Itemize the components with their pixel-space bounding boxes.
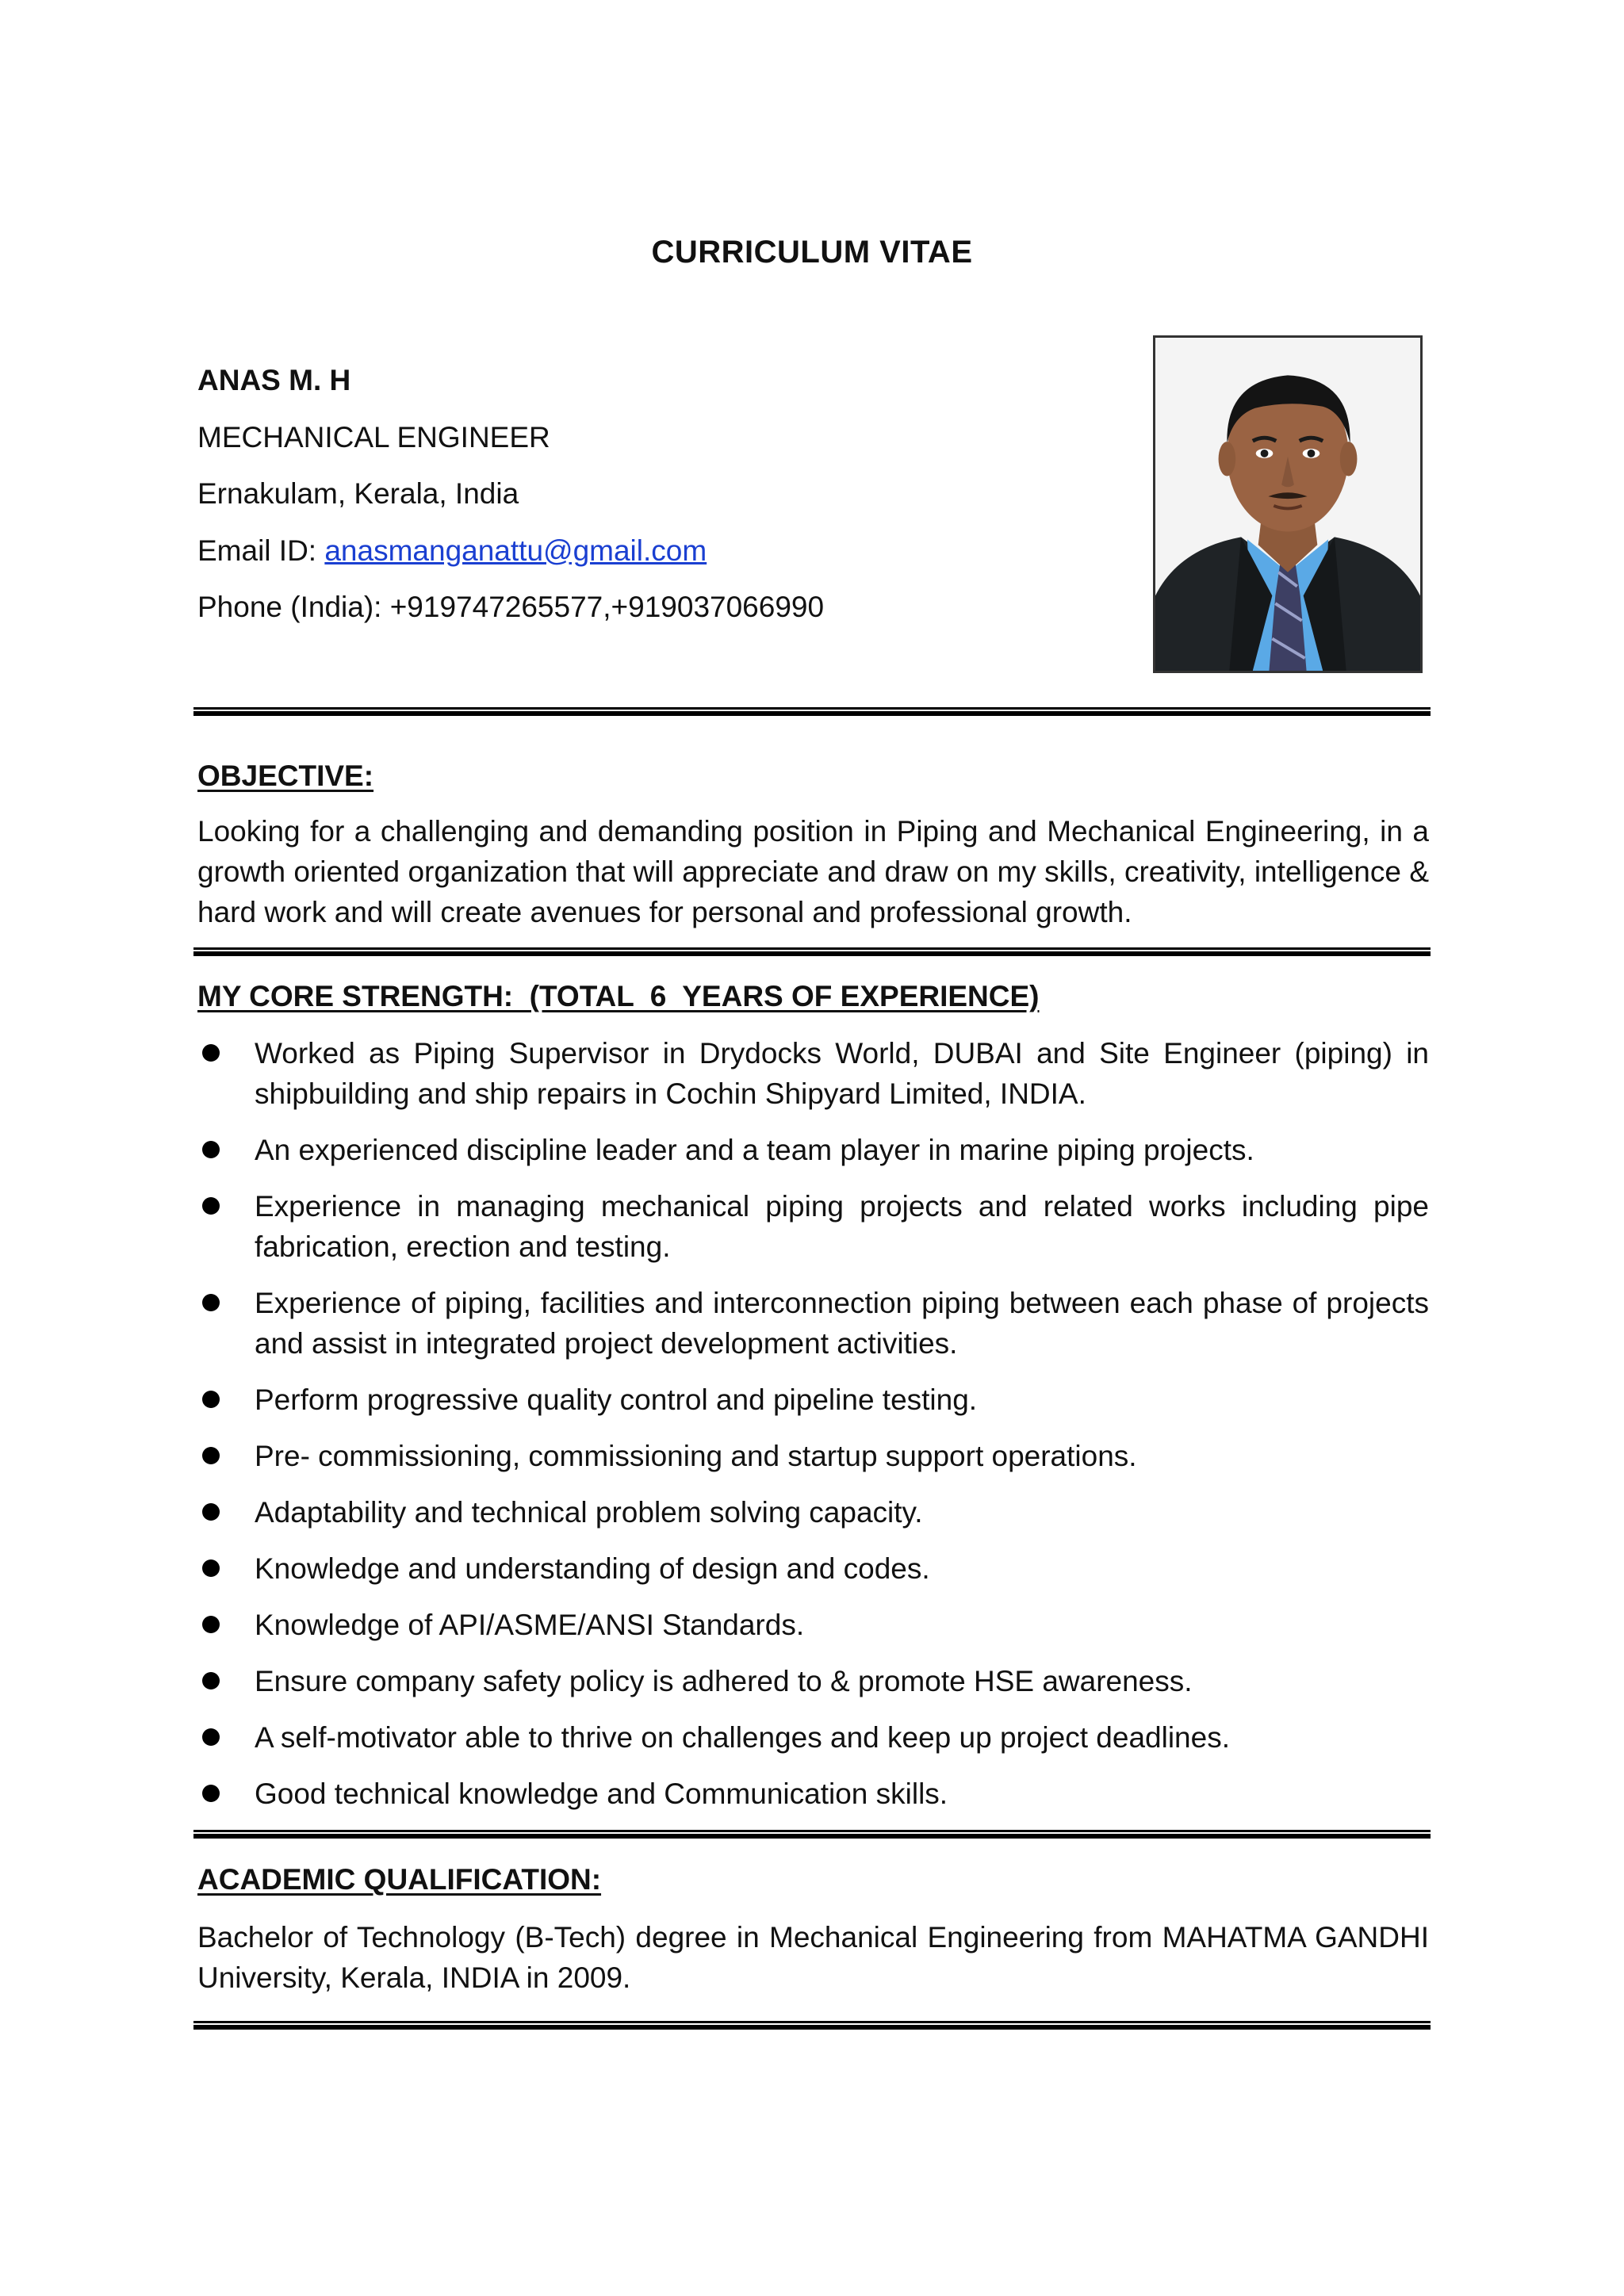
candidate-location: Ernakulam, Kerala, India bbox=[197, 477, 519, 510]
list-item-text: An experienced discipline leader and a team player in marine piping projects. bbox=[255, 1134, 1254, 1166]
list-item bbox=[197, 1717, 1429, 1758]
list-item-text: Knowledge of API/ASME/ANSI Standards. bbox=[255, 1609, 805, 1641]
academic-heading: ACADEMIC QUALIFICATION: bbox=[197, 1863, 602, 1896]
objective-heading: OBJECTIVE: bbox=[197, 760, 374, 792]
divider-rule bbox=[193, 2021, 1431, 2030]
list-item-text: Good technical knowledge and Communication skills. bbox=[255, 1777, 948, 1810]
candidate-role: MECHANICAL ENGINEER bbox=[197, 420, 550, 453]
bullet-icon bbox=[202, 1044, 220, 1062]
list-item-text: Experience of piping, facilities and interconnection piping between each phase of projects and assist in integrated project development activities. bbox=[255, 1287, 1429, 1360]
list-item bbox=[197, 1605, 1429, 1645]
phone-line: Phone (India): +919747265577,+919037066990 bbox=[197, 591, 825, 623]
profile-photo bbox=[1153, 335, 1423, 673]
list-item-text: Knowledge and understanding of design and codes. bbox=[255, 1552, 930, 1585]
document-title: CURRICULUM VITAE bbox=[651, 235, 973, 270]
list-item-text: Pre- commissioning, commissioning and startup support operations. bbox=[255, 1440, 1137, 1472]
profile-photo-image bbox=[1155, 338, 1420, 671]
email-label: Email ID: bbox=[197, 534, 325, 567]
core-strength-heading: MY CORE STRENGTH: (TOTAL 6 YEARS OF EXPERIENCE) bbox=[197, 980, 1040, 1012]
divider-rule bbox=[193, 707, 1431, 716]
core-strength-list bbox=[197, 1033, 1429, 1830]
list-item-text: Ensure company safety policy is adhered to & promote HSE awareness. bbox=[255, 1665, 1193, 1697]
bullet-icon bbox=[202, 1141, 220, 1158]
list-item-text: Worked as Piping Supervisor in Drydocks World, DUBAI and Site Engineer (piping) in shipbuilding and ship repairs in Cochin Shipyard Limited, INDIA. bbox=[255, 1037, 1429, 1110]
bullet-icon bbox=[202, 1672, 220, 1689]
bullet-icon bbox=[202, 1391, 220, 1408]
list-item bbox=[197, 1774, 1429, 1814]
divider-rule bbox=[193, 947, 1431, 956]
bullet-icon bbox=[202, 1785, 220, 1802]
list-item bbox=[197, 1033, 1429, 1114]
list-item bbox=[197, 1661, 1429, 1701]
bullet-icon bbox=[202, 1503, 220, 1521]
contact-block bbox=[197, 363, 1070, 647]
bullet-icon bbox=[202, 1447, 220, 1464]
academic-text: Bachelor of Technology (B-Tech) degree in Mechanical Engineering from MAHATMA GANDHI University, Kerala, INDIA in 2009. bbox=[197, 1921, 1429, 1994]
bullet-icon bbox=[202, 1616, 220, 1633]
list-item bbox=[197, 1283, 1429, 1364]
list-item bbox=[197, 1380, 1429, 1420]
list-item bbox=[197, 1186, 1429, 1267]
list-item bbox=[197, 1130, 1429, 1170]
list-item bbox=[197, 1492, 1429, 1533]
bullet-icon bbox=[202, 1197, 220, 1215]
candidate-name: ANAS M. H bbox=[197, 364, 351, 396]
divider-rule bbox=[193, 1830, 1431, 1839]
list-item-text: Perform progressive quality control and pipeline testing. bbox=[255, 1383, 978, 1416]
list-item bbox=[197, 1548, 1429, 1589]
objective-text: Looking for a challenging and demanding position in Piping and Mechanical Engineering, in a growth oriented organization that will appreciate and draw on my skills, creativity, intelligence & hard work and will create avenues for personal and professional growth. bbox=[197, 815, 1429, 928]
list-item-text: A self-motivator able to thrive on challenges and keep up project deadlines. bbox=[255, 1721, 1230, 1754]
list-item-text: Experience in managing mechanical piping projects and related works including pipe fabrication, erection and testing. bbox=[255, 1190, 1429, 1263]
bullet-icon bbox=[202, 1728, 220, 1746]
email-line bbox=[197, 534, 1070, 591]
list-item bbox=[197, 1436, 1429, 1476]
email-link[interactable]: anasmanganattu@gmail.com bbox=[324, 534, 707, 567]
bullet-icon bbox=[202, 1294, 220, 1311]
bullet-icon bbox=[202, 1559, 220, 1577]
list-item-text: Adaptability and technical problem solving capacity. bbox=[255, 1496, 923, 1529]
